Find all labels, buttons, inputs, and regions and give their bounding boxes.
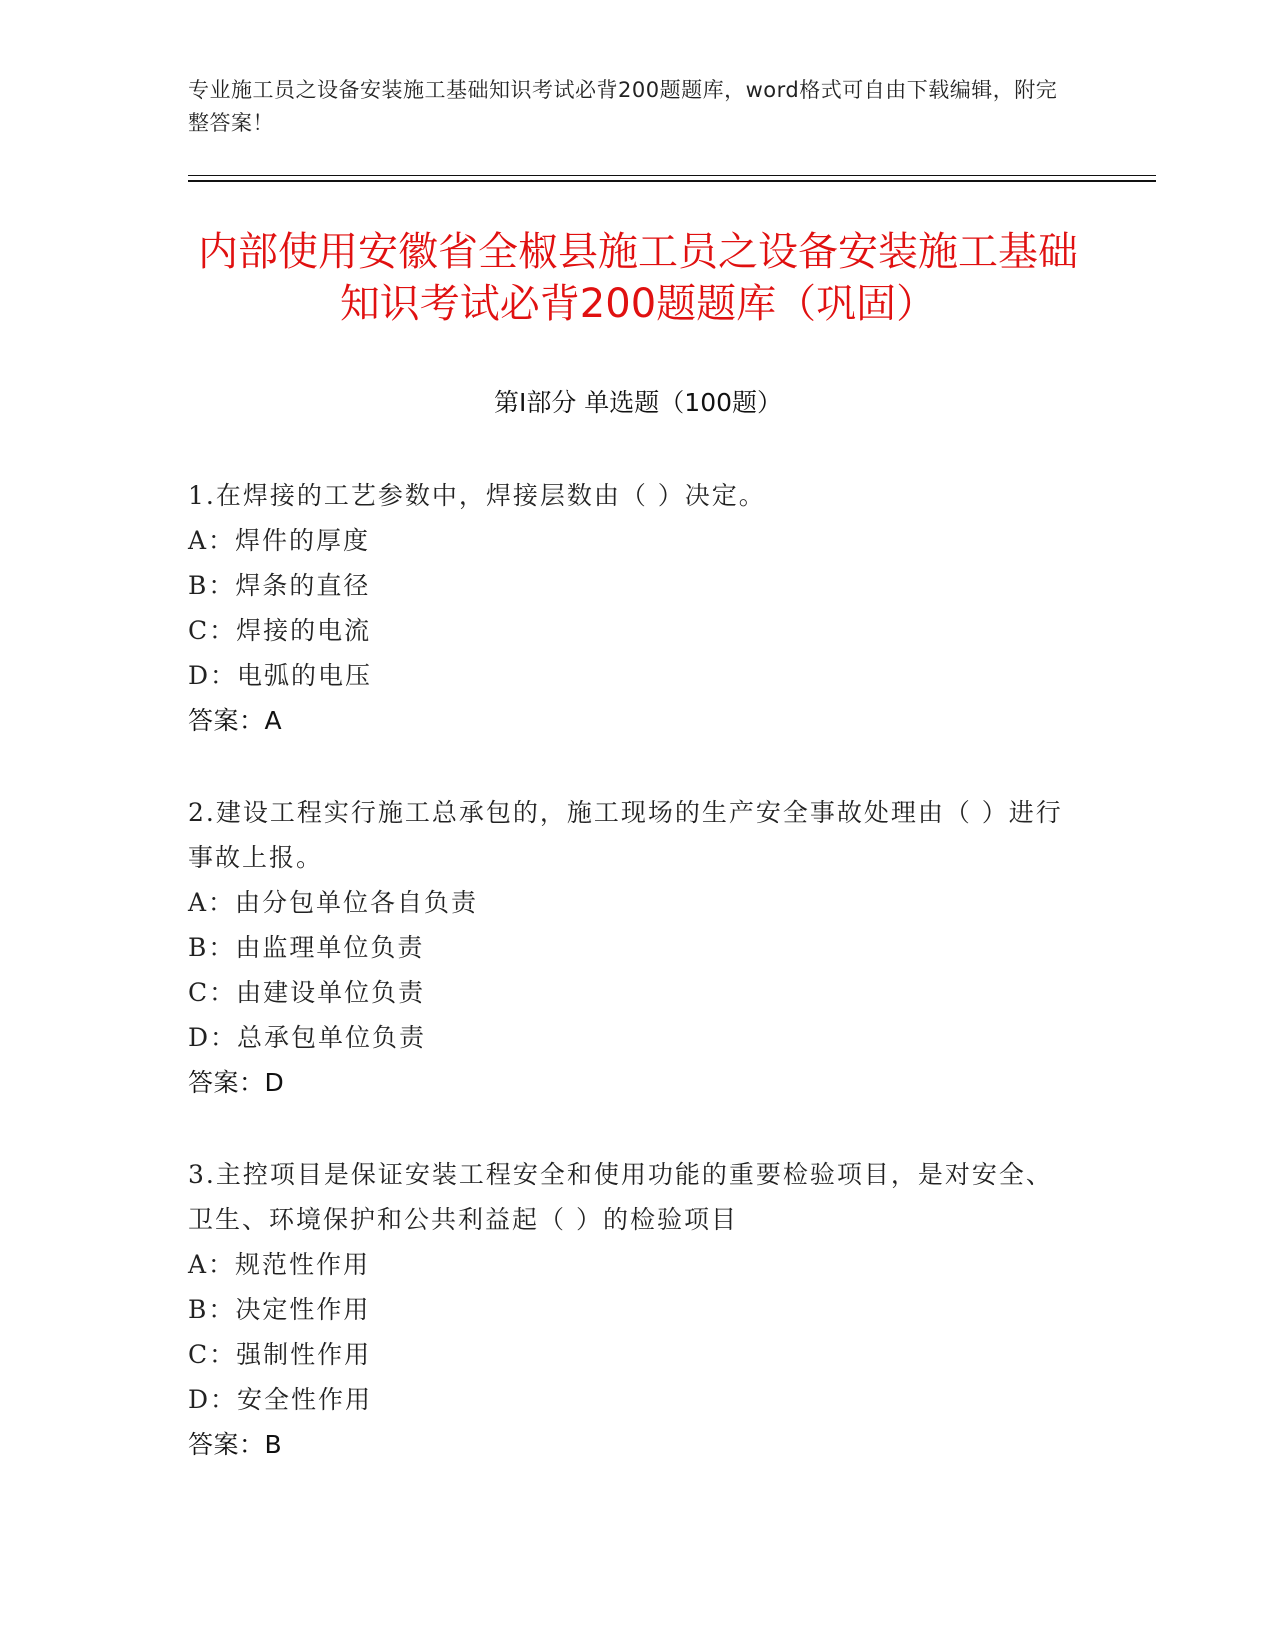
document-title: 内部使用安徽省全椒县施工员之设备安装施工基础知识考试必背200题题库（巩固）	[198, 229, 1078, 327]
answer: 答案：B	[188, 1430, 283, 1459]
option-b: B：由监理单位负责	[188, 933, 425, 962]
option-b: B：决定性作用	[188, 1295, 371, 1324]
section-heading: 第Ⅰ部分 单选题（100题）	[493, 388, 783, 417]
question-2	[188, 790, 1068, 1105]
option-a: A：由分包单位各自负责	[188, 888, 479, 917]
option-d: D：安全性作用	[188, 1385, 373, 1414]
option-d: D：电弧的电压	[188, 661, 373, 690]
option-b: B：焊条的直径	[188, 571, 371, 600]
question-3	[188, 1152, 1068, 1467]
question-1	[188, 473, 1068, 743]
option-c: C：焊接的电流	[188, 616, 372, 645]
option-c: C：强制性作用	[188, 1340, 372, 1369]
option-a: A：规范性作用	[188, 1250, 371, 1279]
header-divider-thin	[188, 175, 1156, 176]
question-stem: 1.在焊接的工艺参数中，焊接层数由（ ）决定。	[188, 481, 766, 510]
header-divider-thick	[188, 180, 1156, 182]
answer: 答案：A	[188, 706, 283, 735]
option-c: C：由建设单位负责	[188, 978, 426, 1007]
answer: 答案：D	[188, 1068, 285, 1097]
header-note: 专业施工员之设备安装施工基础知识考试必背200题题库，word格式可自由下载编辑，附完整答案！	[188, 78, 1058, 135]
question-stem: 3.主控项目是保证安装工程安全和使用功能的重要检验项目，是对安全、卫生、环境保护和公共利益起（ ）的检验项目	[188, 1160, 1053, 1234]
option-d: D：总承包单位负责	[188, 1023, 427, 1052]
question-stem: 2.建设工程实行施工总承包的，施工现场的生产安全事故处理由（ ）进行事故上报。	[188, 798, 1063, 872]
option-a: A：焊件的厚度	[188, 526, 371, 555]
